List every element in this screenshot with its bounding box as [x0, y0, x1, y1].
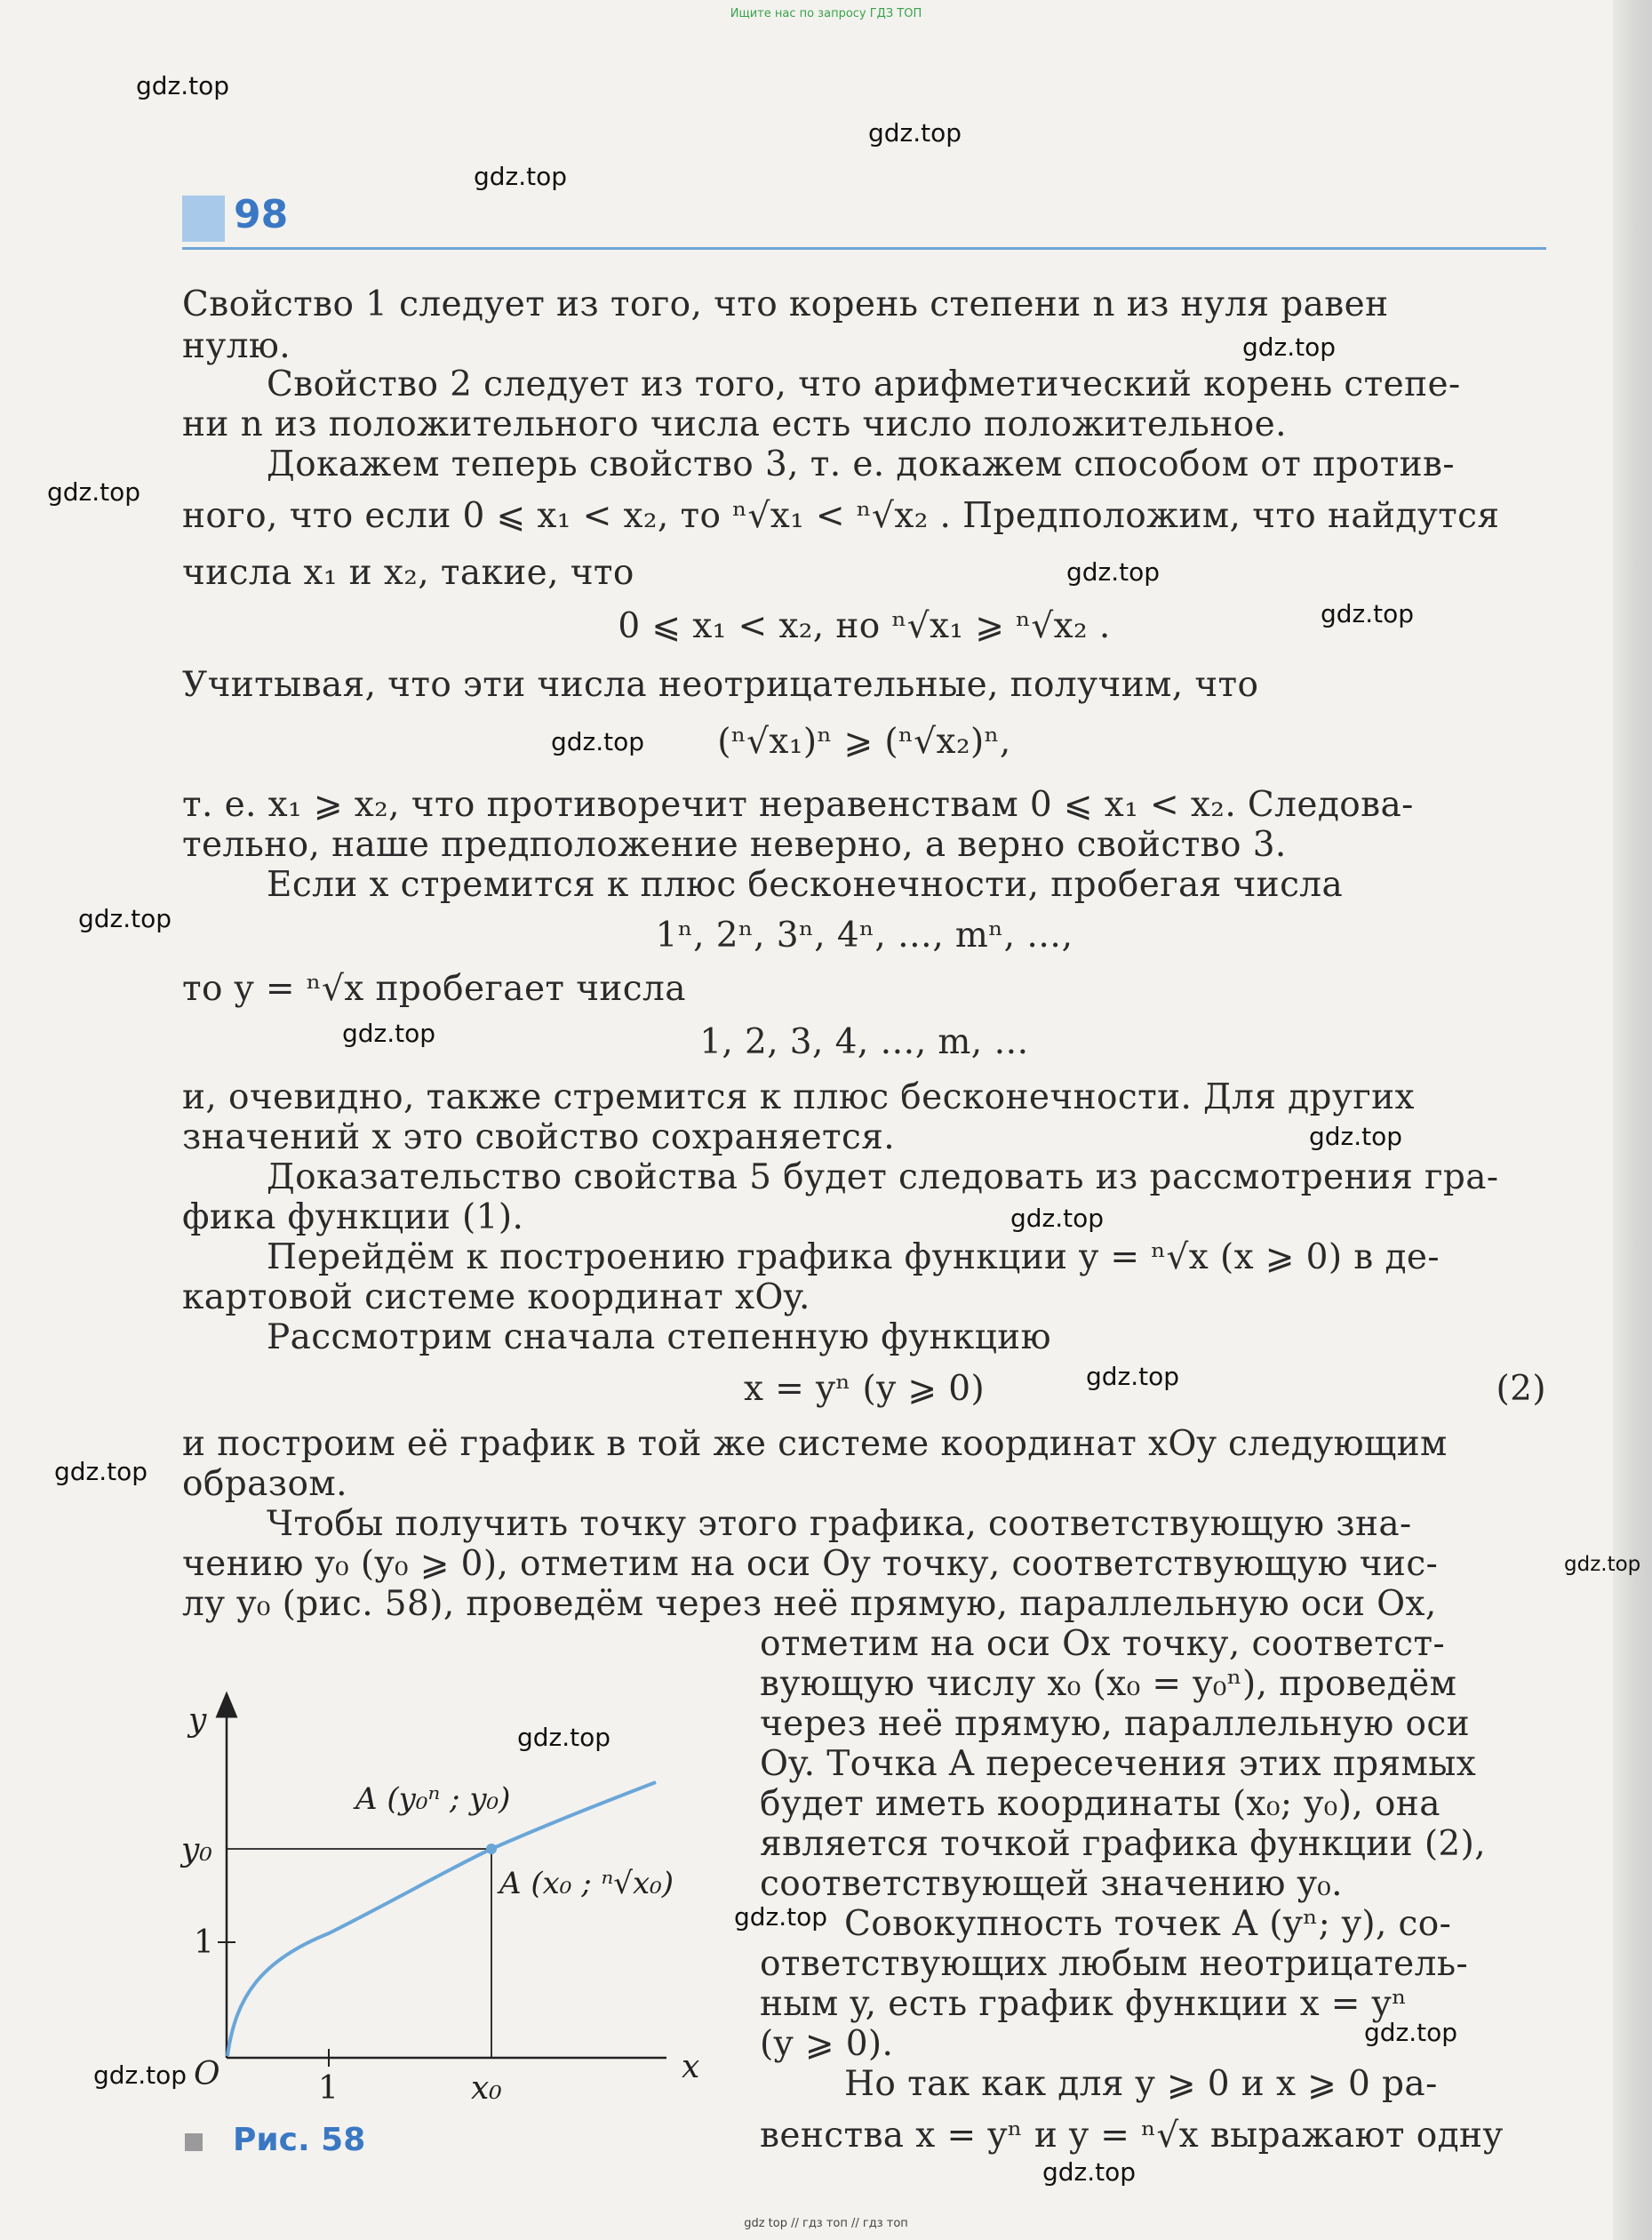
text-line: и, очевидно, также стремится к плюс бесконечности. Для других [182, 1077, 1415, 1117]
text-line: фика функции (1). [182, 1197, 524, 1237]
bottom-banner: gdz top // гдз топ // гдз топ [744, 2217, 908, 2230]
text-line: Свойство 2 следует из того, что арифметический корень степе- [267, 364, 1461, 404]
tick-label-x0: x₀ [471, 2070, 502, 2107]
watermark: gdz.top [54, 1457, 148, 1486]
root-curve [227, 1782, 656, 2056]
watermark: gdz.top [868, 118, 962, 148]
text-line: т. е. x₁ ⩾ x₂, что противоречит неравенствам 0 ⩽ x₁ < x₂. Следова- [182, 785, 1414, 825]
text-line: ответствующих любым неотрицатель- [760, 1944, 1469, 1984]
text-line: Докажем теперь свойство 3, т. е. докажем способом от против- [267, 444, 1455, 484]
axis-label-y: y [188, 1702, 207, 1739]
watermark: gdz.top [342, 1019, 436, 1048]
text-line: венства x = yⁿ и y = ⁿ√x выражают одну [760, 2116, 1504, 2156]
page-edge-shadow [1613, 0, 1652, 2240]
watermark: gdz.top [1564, 1553, 1641, 1576]
text-line: Доказательство свойства 5 будет следовать из рассмотрения гра- [267, 1157, 1499, 1197]
text-line: тельно, наше предположение неверно, а верно свойство 3. [182, 825, 1287, 865]
text-line: числа x₁ и x₂, такие, что [182, 553, 634, 593]
text-line: образом. [182, 1464, 347, 1504]
point-label-top: A (y₀ⁿ ; y₀) [355, 1781, 511, 1817]
watermark: gdz.top [1042, 2157, 1137, 2187]
watermark: gdz.top [47, 477, 141, 507]
watermark: gdz.top [1066, 557, 1161, 587]
text-line: ни n из положительного числа есть число положительное. [182, 404, 1287, 444]
formula-line: 1, 2, 3, 4, …, m, … [699, 1022, 1029, 1062]
text-line: (y ⩾ 0). [760, 2024, 894, 2064]
text-line: Учитывая, что эти числа неотрицательные, получим, что [182, 665, 1259, 705]
text-line: то y = ⁿ√x пробегает числа [182, 969, 686, 1009]
watermark: gdz.top [136, 71, 230, 100]
watermark: gdz.top [1364, 2018, 1458, 2047]
watermark: gdz.top [1309, 1122, 1403, 1151]
watermark: gdz.top [734, 1902, 828, 1932]
point-a [486, 1844, 497, 1854]
text-line: Чтобы получить точку этого графика, соответствующую зна- [267, 1504, 1412, 1544]
watermark: gdz.top [93, 2060, 188, 2090]
text-line: ного, что если 0 ⩽ x₁ < x₂, то ⁿ√x₁ < ⁿ√x₂ . Предположим, что найдутся [182, 496, 1500, 536]
text-line: Перейдём к построению графика функции y = ⁿ√x (x ⩾ 0) в де- [267, 1237, 1440, 1277]
page-number-marker [182, 196, 225, 242]
axis-label-x: x [682, 2049, 700, 2085]
figure-caption: Рис. 58 [233, 2122, 366, 2158]
watermark: gdz.top [78, 904, 172, 933]
watermark: gdz.top [517, 1723, 611, 1752]
watermark: gdz.top [474, 162, 568, 191]
text-line: значений x это свойство сохраняется. [182, 1117, 895, 1157]
formula-line: 0 ⩽ x₁ < x₂, но ⁿ√x₁ ⩾ ⁿ√x₂ . [618, 606, 1111, 646]
text-line: будет иметь координаты (x₀; y₀), она [760, 1784, 1441, 1824]
formula-line: (ⁿ√x₁)ⁿ ⩾ (ⁿ√x₂)ⁿ, [717, 722, 1011, 762]
text-line: Oy. Точка A пересечения этих прямых [760, 1744, 1477, 1784]
equation-number: (2) [1496, 1369, 1546, 1409]
page-header [182, 187, 1546, 250]
watermark: gdz.top [1321, 599, 1415, 628]
text-line: лу y₀ (рис. 58), проведём через неё прямую, параллельную оси Ox, [182, 1584, 1437, 1624]
text-line: вующую числу x₀ (x₀ = y₀ⁿ), проведём [760, 1664, 1457, 1704]
text-line: чению y₀ (y₀ ⩾ 0), отметим на оси Oy точку, соответствующую чис- [182, 1544, 1439, 1584]
text-line: ным y, есть график функции x = yⁿ [760, 1984, 1408, 2024]
text-line: Если x стремится к плюс бесконечности, пробегая числа [267, 865, 1344, 905]
tick-label-y1: 1 [194, 1924, 214, 1961]
origin-label: O [194, 2056, 220, 2092]
text-line: Совокупность точек A (yⁿ; y), со- [844, 1904, 1452, 1944]
tick-label-y0: y₀ [181, 1832, 212, 1868]
text-line: является точкой графика функции (2), [760, 1824, 1487, 1864]
text-line: Рассмотрим сначала степенную функцию [267, 1317, 1051, 1357]
top-banner: Ищите нас по запросу ГДЗ ТОП [730, 7, 922, 20]
formula-line [182, 1369, 1546, 1410]
text-line: соответствующей значению y₀. [760, 1864, 1343, 1904]
text-line: Но так как для y ⩾ 0 и x ⩾ 0 ра- [844, 2064, 1438, 2104]
text-line: и построим её график в той же системе координат xOy следующим [182, 1424, 1448, 1464]
text-line: отметим на оси Ox точку, соответст- [760, 1624, 1446, 1664]
watermark: gdz.top [1242, 332, 1337, 362]
watermark: gdz.top [551, 727, 645, 756]
text-line: Свойство 1 следует из того, что корень степени n из нуля равен [182, 284, 1389, 324]
watermark: gdz.top [1086, 1362, 1180, 1391]
text-line: картовой системе координат xOy. [182, 1277, 810, 1317]
caption-marker [185, 2133, 203, 2151]
watermark: gdz.top [1010, 1204, 1105, 1233]
text-line: через неё прямую, параллельную оси [760, 1704, 1471, 1744]
page-number: 98 [234, 192, 289, 237]
text-line: нулю. [182, 326, 291, 366]
point-label-bottom: A (x₀ ; ⁿ√x₀) [499, 1866, 674, 1901]
figure-58 [169, 1684, 720, 2120]
tick-label-x1: 1 [318, 2070, 339, 2107]
formula-2: x = yⁿ (y ⩾ 0) [743, 1369, 986, 1409]
formula-line: 1ⁿ, 2ⁿ, 3ⁿ, 4ⁿ, …, mⁿ, …, [655, 916, 1073, 956]
